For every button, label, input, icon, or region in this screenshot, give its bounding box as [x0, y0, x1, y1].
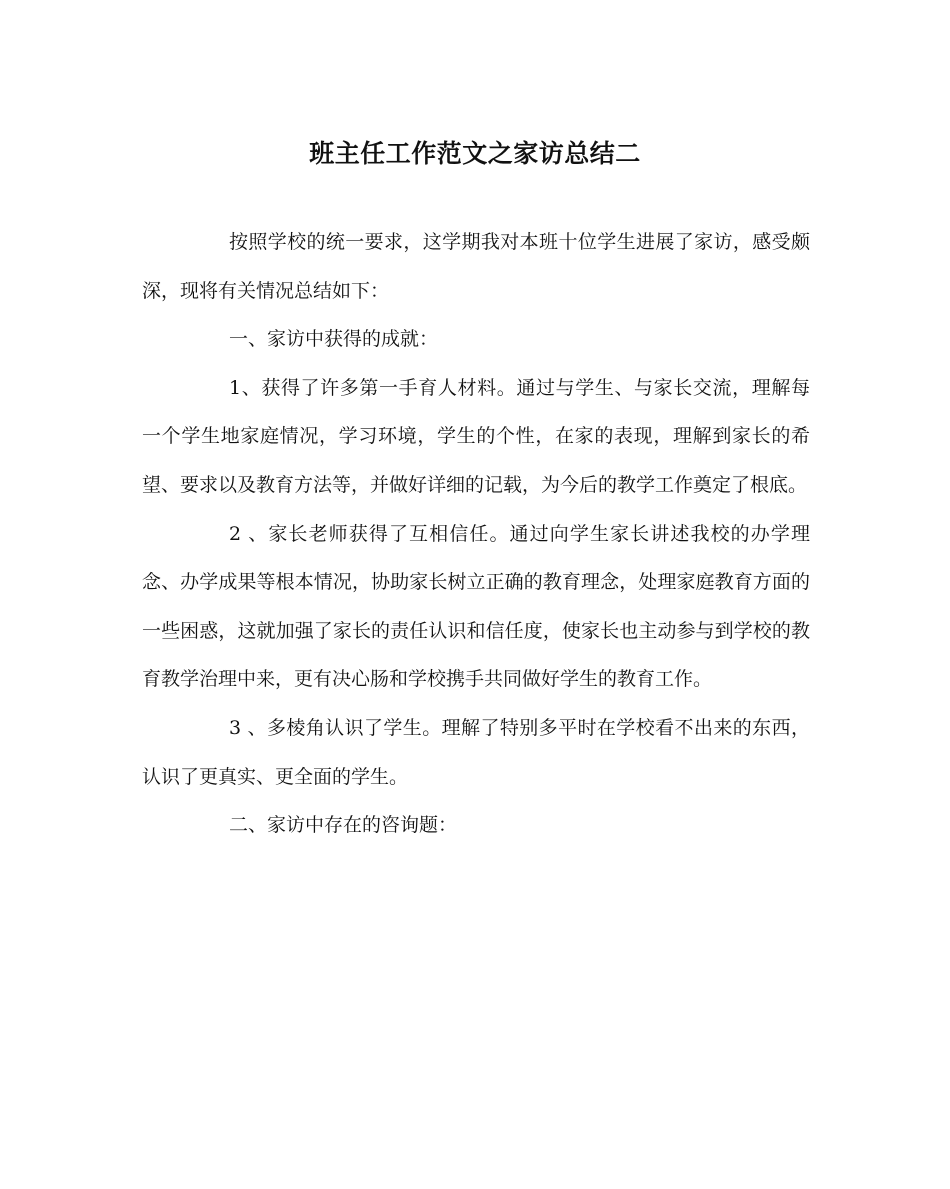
heading-problems: 二、家访中存在的咨询题：: [229, 814, 458, 837]
paragraph-intro: 按照学校的统一要求，这学期我对本班十位学生进展了家访，感受颇深，现将有关情况总结如下：: [142, 231, 810, 302]
paragraph-achievement-2: 2 、家长老师获得了互相信任。通过向学生家长讲述我校的办学理念、办学成果等根本情况，协助家长树立正确的教育理念，处理家庭教育方面的一些困惑，这就加强了家长的责任认识和信任度，使家长也主动参与到学校的教育教学治理中来，更有决心肠和学校携手共同做好学生的教育工作。: [142, 522, 810, 691]
heading-achievements: 一、家访中获得的成就：: [229, 328, 439, 351]
paragraph-achievement-1: 1、获得了许多第一手育人材料。通过与学生、与家长交流，理解每一个学生地家庭情况，学习环境，学生的个性，在家的表现，理解到家长的希望、要求以及教育方法等，并做好详细的记载，为今后的教学工作奠定了根底。: [142, 376, 810, 496]
document-title: 班主任工作范文之家访总结二: [309, 139, 641, 168]
paragraph-achievement-3: 3 、多棱角认识了学生。理解了特别多平时在学校看不出来的东西，认识了更真实、更全面的学生。: [142, 716, 810, 788]
document-body: [142, 218, 810, 850]
